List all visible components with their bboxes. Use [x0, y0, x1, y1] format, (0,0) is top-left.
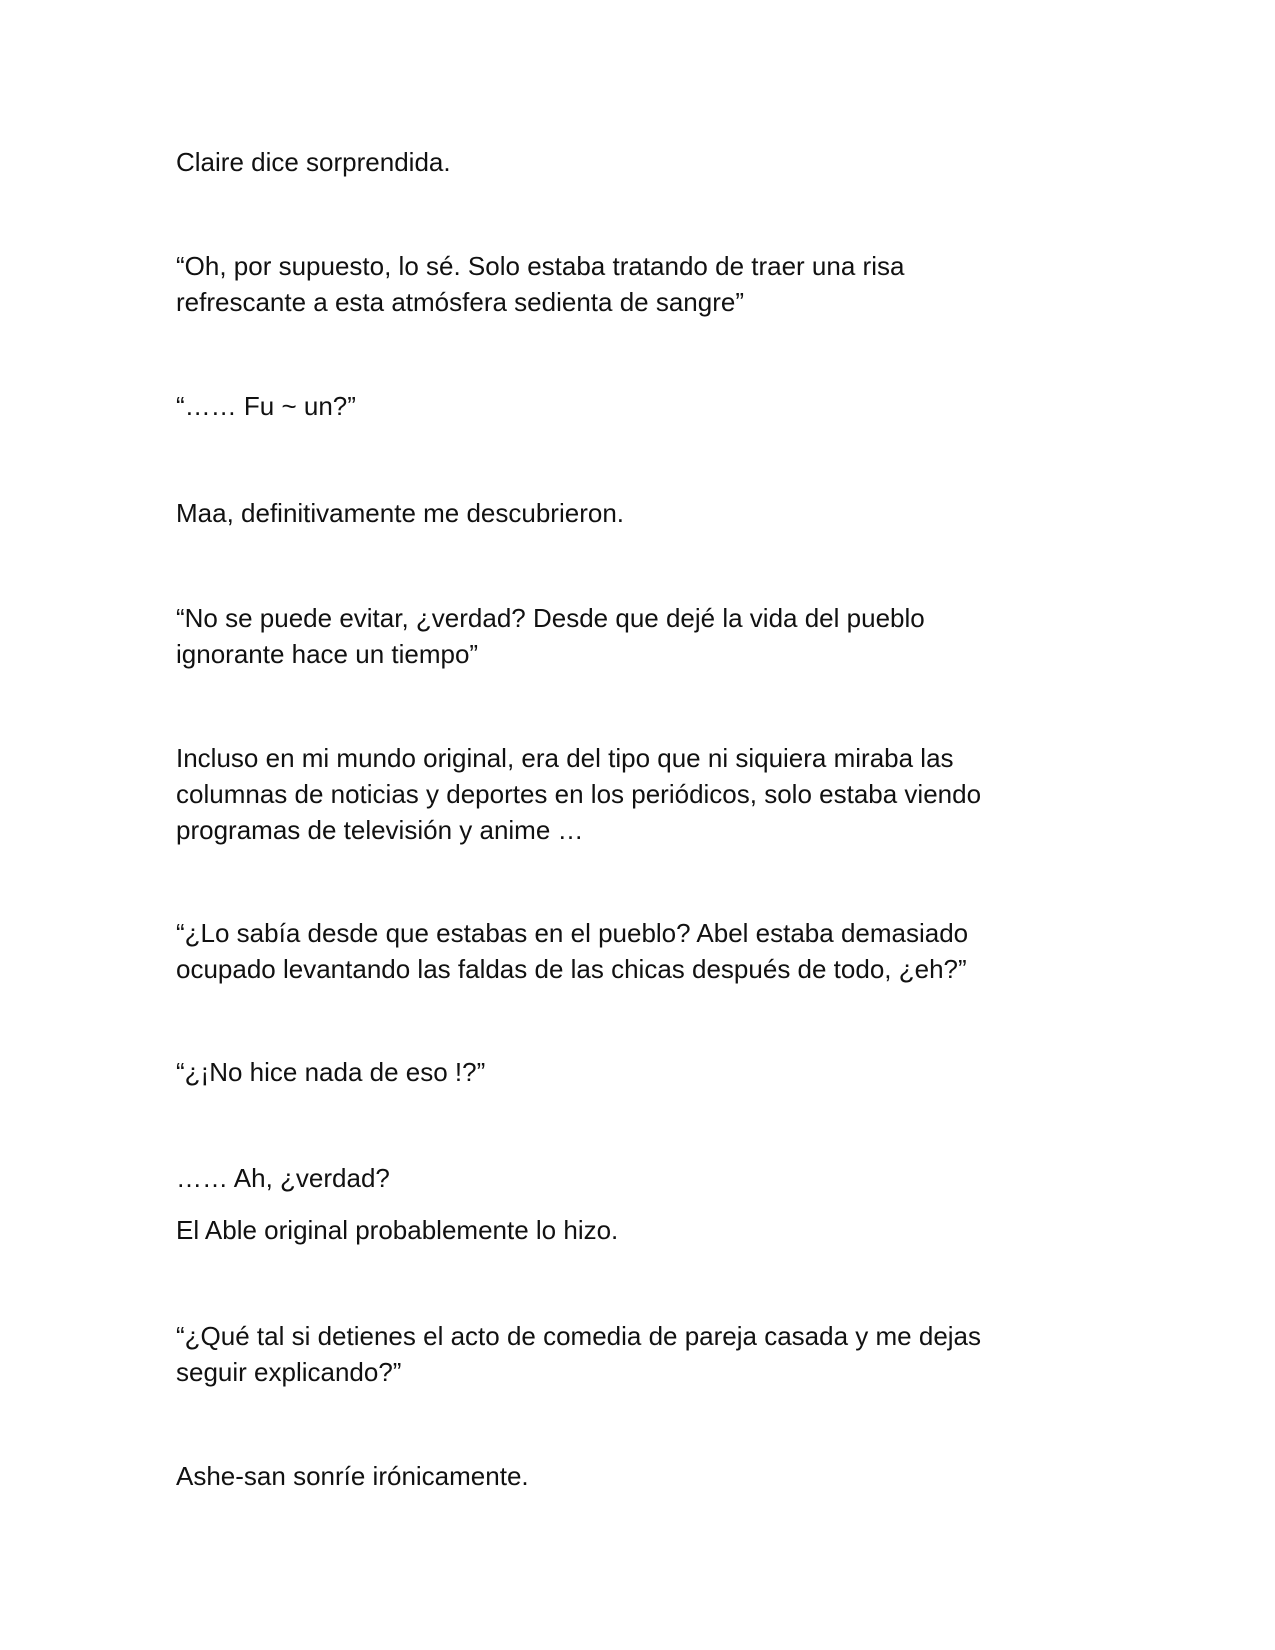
paragraph: El Able original probablemente lo hizo.	[176, 1215, 619, 1245]
paragraph: “¿Lo sabía desde que estabas en el pueblo? Abel estaba demasiado ocupado levantando las faldas de las chicas después de todo, ¿eh?”	[176, 918, 969, 984]
paragraph: “¿¡No hice nada de eso !?”	[176, 1057, 486, 1087]
paragraph: Incluso en mi mundo original, era del tipo que ni siquiera miraba las columnas de noticias y deportes en los periódicos, solo estaba viendo programas de televisión y anime …	[176, 743, 982, 845]
paragraph: Claire dice sorprendida.	[176, 147, 451, 177]
paragraph: “No se puede evitar, ¿verdad? Desde que dejé la vida del pueblo ignorante hace un tiempo”	[176, 603, 925, 669]
paragraph: “Oh, por supuesto, lo sé. Solo estaba tratando de traer una risa refrescante a esta atmósfera sedienta de sangre”	[176, 251, 905, 317]
paragraph: Ashe-san sonríe irónicamente.	[176, 1461, 529, 1491]
paragraph: “…… Fu ~ un?”	[176, 391, 356, 421]
paragraph: Maa, definitivamente me descubrieron.	[176, 498, 625, 528]
paragraph: “¿Qué tal si detienes el acto de comedia de pareja casada y me dejas seguir explicando?”	[176, 1321, 982, 1387]
paragraph: …… Ah, ¿verdad?	[176, 1163, 390, 1193]
